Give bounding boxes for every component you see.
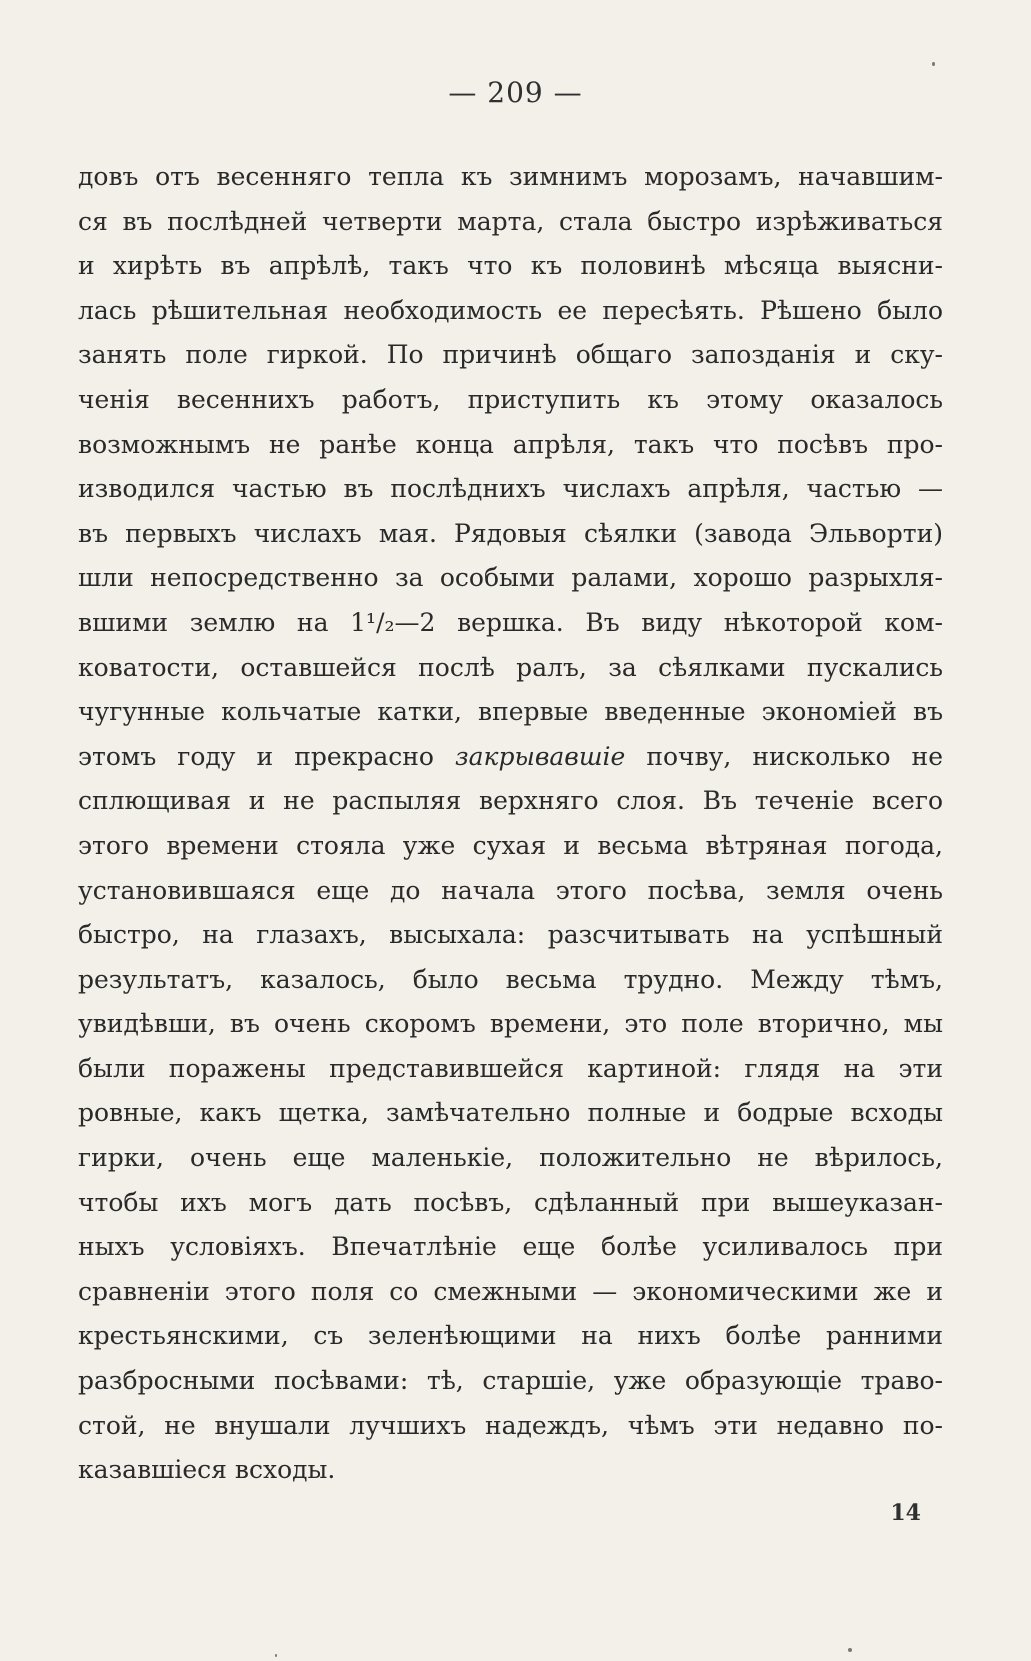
text-line: ровные, какъ щетка, замѣчательно полные и бодрые всходы	[78, 1098, 943, 1128]
ink-speck	[848, 1648, 852, 1652]
text-line: лась рѣшительная необходимость ее пересѣять. Рѣшено было	[78, 295, 943, 325]
text-line: шли непосредственно за особыми ралами, хорошо разрыхля-	[78, 563, 943, 593]
text-line: чугунные кольчатые катки, впервые введенные экономіей въ	[78, 697, 943, 727]
signature-mark: 14	[890, 1500, 921, 1526]
text-line: занять поле гиркой. По причинѣ общаго запозданія и ску-	[78, 340, 943, 370]
text-line: сравненіи этого поля со смежными — экономическими же и	[78, 1276, 943, 1306]
text-line: коватости, оставшейся послѣ ралъ, за сѣялками пускались	[78, 652, 943, 682]
text-line: результатъ, казалось, было весьма трудно. Между тѣмъ,	[78, 964, 943, 994]
ink-speck	[275, 1654, 277, 1657]
text-line: гирки, очень еще маленькіе, положительно не вѣрилось,	[78, 1143, 943, 1173]
text-line: и хирѣть въ апрѣлѣ, такъ что къ половинѣ мѣсяца выясни-	[78, 251, 943, 281]
text-line: въ первыхъ числахъ мая. Рядовыя сѣялки (завода Эльворти)	[78, 518, 943, 548]
text-line: возможнымъ не ранѣе конца апрѣля, такъ что посѣвъ про-	[78, 429, 943, 459]
text-line: были поражены представившейся картиной: глядя на эти	[78, 1053, 943, 1083]
text-line: довъ отъ весенняго тепла къ зимнимъ морозамъ, начавшим-	[78, 162, 943, 191]
text-line: крестьянскими, съ зеленѣющими на нихъ болѣе ранними	[78, 1321, 943, 1351]
text-line: этомъ году и прекрасно закрывавшіе почву, нисколько не	[78, 741, 943, 771]
text-line: ся въ послѣдней четверти марта, стала быстро изрѣживаться	[78, 206, 943, 236]
text-line: чтобы ихъ могъ дать посѣвъ, сдѣланный при вышеуказан-	[78, 1187, 943, 1217]
text-line: вшими землю на 1¹/₂—2 вершка. Въ виду нѣкоторой ком-	[78, 607, 943, 637]
text-line: стой, не внушали лучшихъ надеждъ, чѣмъ эти недавно по-	[78, 1410, 943, 1440]
page-number-header: — 209 —	[448, 76, 583, 109]
text-line: сплющивая и не распыляя верхняго слоя. Въ теченіе всего	[78, 786, 943, 816]
text-line: увидѣвши, въ очень скоромъ времени, это поле вторично, мы	[78, 1009, 943, 1039]
body-text	[78, 155, 943, 1493]
emphasized-word: закрывавшіе	[454, 741, 626, 771]
text-line: этого времени стояла уже сухая и весьма вѣтряная погода,	[78, 830, 943, 860]
text-line: ченія весеннихъ работъ, приступить къ этому оказалось	[78, 384, 943, 414]
ink-speck	[932, 62, 935, 66]
text-line: казавшіеся всходы.	[78, 1455, 336, 1485]
text-line: установившаяся еще до начала этого посѣва, земля очень	[78, 875, 943, 905]
text-line: ныхъ условіяхъ. Впечатлѣніе еще болѣе усиливалось при	[78, 1232, 943, 1262]
text-line: разбросными посѣвами: тѣ, старшіе, уже образующіе траво-	[78, 1366, 943, 1396]
text-line: быстро, на глазахъ, высыхала: разсчитывать на успѣшный	[78, 920, 943, 950]
text-line: изводился частью въ послѣднихъ числахъ апрѣля, частью —	[78, 474, 943, 504]
